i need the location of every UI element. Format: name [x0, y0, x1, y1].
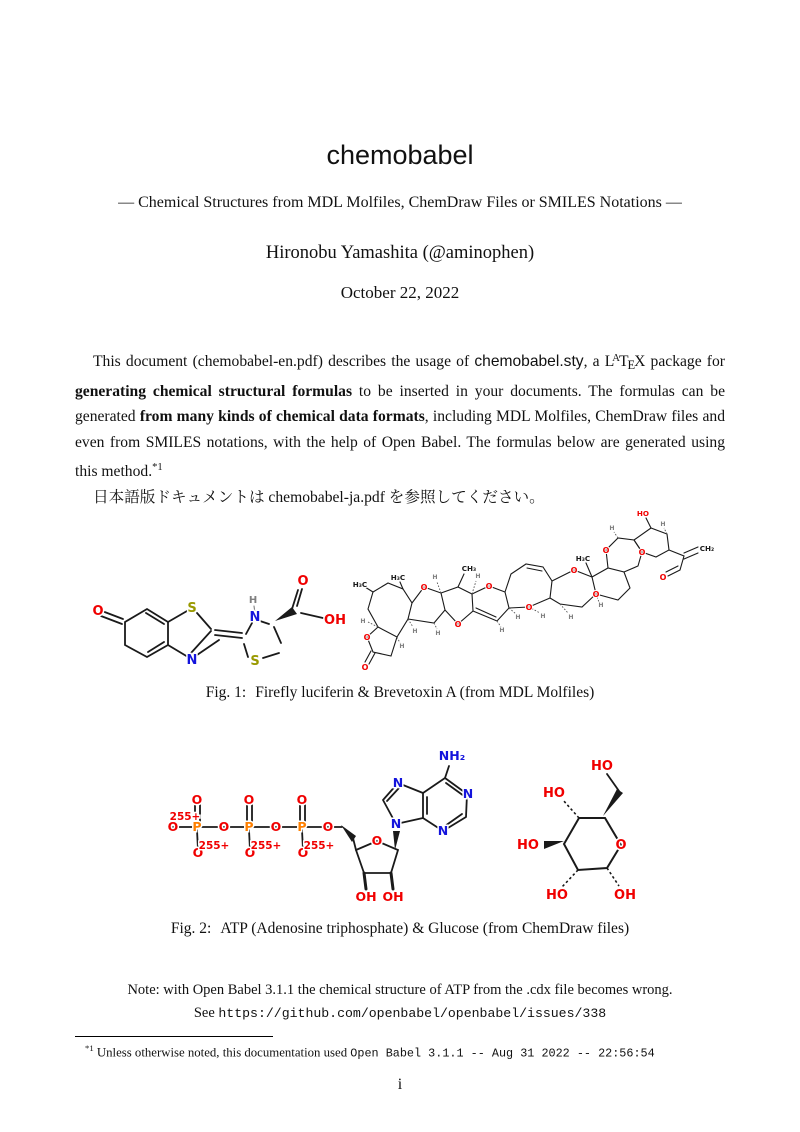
charge-label: 255+ — [169, 811, 201, 823]
n-atom: N — [392, 775, 404, 790]
figure1-caption-text: Firefly luciferin & Brevetoxin A (from MDL Molfiles) — [255, 684, 595, 701]
n-atom: N — [462, 786, 474, 801]
footnote-version-string: Open Babel 3.1.1 -- Aug 31 2022 -- 22:56:54 — [350, 1046, 655, 1061]
figure2-caption — [0, 920, 800, 938]
atp-wedge-bond — [393, 831, 400, 850]
glucose-wedge-bond — [603, 789, 623, 816]
oh-group: OH — [355, 889, 377, 904]
note-see: See — [193, 1005, 219, 1021]
o-atom: O — [371, 833, 383, 848]
package-name: chemobabel.sty — [474, 353, 584, 370]
h-atom: H — [609, 525, 615, 532]
bold-phrase: generating chemical structural formulas — [75, 382, 353, 400]
ho-group: HO — [517, 838, 539, 853]
ho-group: HO — [546, 888, 568, 903]
h-atom: H — [499, 627, 505, 634]
footnote-rule — [75, 1036, 273, 1037]
p-atom: P — [244, 819, 254, 834]
figure2-caption-text: ATP (Adenosine triphosphate) & Glucose (from ChemDraw files) — [220, 920, 630, 937]
date-line: October 22, 2022 — [340, 283, 460, 302]
glucose-wedge-bond — [544, 841, 564, 849]
figure1-caption — [0, 684, 800, 702]
o-atom: O — [92, 604, 104, 619]
o-atom: O — [191, 792, 203, 807]
o-atom: O — [363, 633, 371, 642]
o-atom: O — [485, 582, 493, 591]
o-atom: O — [296, 792, 308, 807]
h-atom: H — [435, 630, 441, 637]
o-atom: O — [454, 620, 462, 629]
n-atom: N — [390, 816, 402, 831]
footnote-mark: *1 — [85, 1043, 94, 1053]
o-atom: O — [322, 819, 334, 834]
author-line: Hironobu Yamashita (@aminophen) — [265, 243, 535, 263]
oh-group: OH — [614, 888, 636, 903]
bold-phrase: from many kinds of chemical data formats — [139, 408, 425, 426]
ho-group: HO — [543, 786, 565, 801]
page-title: chemobabel — [326, 140, 474, 170]
atp-bonds — [173, 766, 467, 889]
intro-paragraph — [75, 346, 725, 485]
intro-span: package for — [645, 353, 725, 370]
note-line1: Note: with Open Babel 3.1.1 the chemical structure of ATP from the .cdx file becomes wrong. — [127, 982, 673, 998]
note-block — [0, 979, 800, 1025]
o-atom: O — [243, 792, 255, 807]
n-atom: N — [186, 653, 198, 668]
o-atom: O — [570, 566, 578, 575]
intro-text — [75, 346, 725, 511]
h-atom: H — [568, 614, 574, 621]
intro-span: , a — [583, 353, 605, 370]
nh2-group: NH₂ — [438, 748, 466, 763]
footnote-reference[interactable]: *1 — [152, 462, 163, 474]
brevetoxin-bonds — [365, 518, 698, 664]
methyl-group: H₃C — [575, 554, 591, 563]
s-atom: S — [250, 654, 260, 669]
methyl-group: CH₃ — [461, 564, 477, 573]
h-atom: H — [360, 618, 366, 625]
page-number: i — [397, 1076, 403, 1093]
methyl-group: H₃C — [390, 573, 406, 582]
o-atom: O — [244, 845, 256, 860]
glucose-hash-bonds — [562, 800, 619, 887]
p-atom: P — [297, 819, 307, 834]
latex-logo: $L^ATEX$ — [604, 353, 646, 372]
o-atom: O — [615, 838, 627, 853]
o-atom: O — [192, 845, 204, 860]
brevetoxin-stereo-bonds — [368, 528, 667, 643]
charge-label: 255+ — [198, 840, 230, 852]
n-atom: N — [437, 823, 449, 838]
o-atom: O — [218, 819, 230, 834]
h-atom: H — [248, 595, 258, 606]
o-atom: O — [659, 573, 667, 582]
intro-span: , including MDL Molfiles, ChemDraw files and even from SMILES notations, with the help of Open Babel. The formulas below are generated using this method. — [75, 408, 725, 481]
o-atom: O — [592, 590, 600, 599]
h-atom: H — [412, 628, 418, 635]
luciferin-bonds — [101, 589, 323, 658]
h-atom: H — [399, 643, 405, 650]
o-atom: O — [638, 548, 646, 557]
h-atom: H — [598, 602, 604, 609]
o-atom: O — [525, 603, 533, 612]
ho-group: HO — [636, 509, 650, 518]
oh-group: OH — [382, 889, 404, 904]
ch2-group: CH₂ — [699, 544, 715, 553]
h-atom: H — [515, 614, 521, 621]
figure1-label: Fig. 1: — [205, 684, 247, 701]
glucose-bonds — [564, 774, 621, 870]
footnote — [85, 1043, 725, 1060]
s-atom: S — [187, 601, 197, 616]
charge-label: 255+ — [250, 840, 282, 852]
japanese-paragraph: 日本語版ドキュメントは chemobabel-ja.pdf を参照してください。 — [93, 489, 545, 507]
h-atom: H — [475, 573, 481, 580]
o-atom: O — [270, 819, 282, 834]
h-atom: H — [660, 521, 666, 528]
p-atom: P — [192, 819, 202, 834]
o-atom: O — [297, 845, 309, 860]
brevetoxin-structure — [350, 500, 740, 678]
h-atom: H — [432, 574, 438, 581]
n-atom: N — [249, 610, 261, 625]
luciferin-structure — [85, 565, 350, 673]
footnote-text: Unless otherwise noted, this documentation used — [93, 1045, 351, 1060]
intro-span: This document (chemobabel-en.pdf) describes the usage of — [93, 353, 475, 370]
figure2-label: Fig. 2: — [170, 920, 212, 937]
page-subtitle: — Chemical Structures from MDL Molfiles, ChemDraw Files or SMILES Notations — — [118, 194, 682, 211]
intro-span: to be inserted in your documents. The formulas can be generated — [75, 382, 725, 426]
o-atom: O — [602, 546, 610, 555]
methyl-group: H₃C — [352, 580, 368, 589]
o-atom: O — [167, 819, 179, 834]
note-line2 — [0, 1002, 800, 1025]
glucose-structure — [502, 748, 722, 910]
o-atom: O — [420, 583, 428, 592]
oh-group: OH — [324, 613, 346, 628]
h-atom: H — [540, 613, 546, 620]
atp-structure — [160, 740, 495, 915]
o-atom: O — [361, 663, 369, 672]
issue-url-link[interactable]: https://github.com/openbabel/openbabel/issues/338 — [218, 1006, 607, 1021]
charge-label: 255+ — [303, 840, 335, 852]
ho-group: HO — [591, 759, 613, 774]
luciferin-wedge-bond — [275, 607, 297, 621]
o-atom: O — [297, 574, 309, 589]
